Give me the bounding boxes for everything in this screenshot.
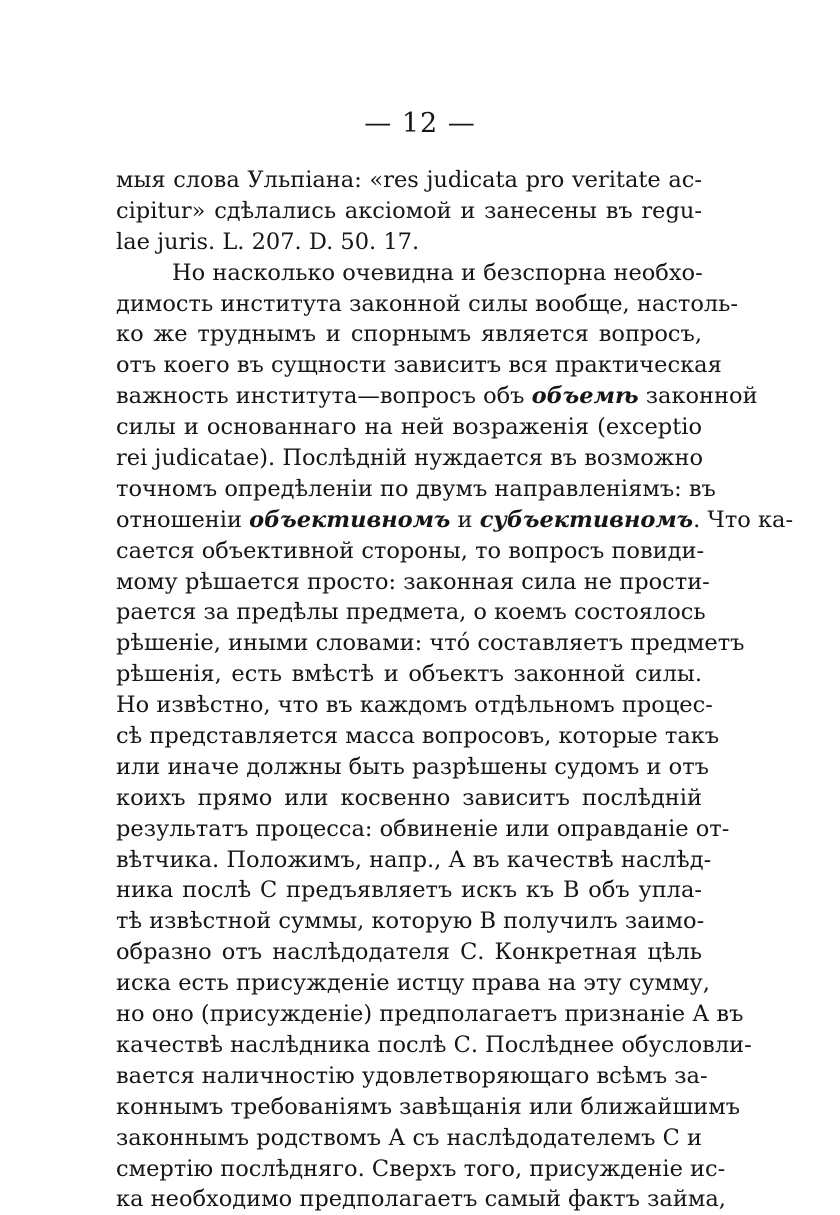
text-line: вается наличностію удовлетворяющаго всѣмъ за- <box>116 1062 708 1089</box>
page-number: — 12 — <box>364 108 476 139</box>
text-line: rei judicatae). Послѣдній нуждается въ возможно <box>116 445 703 472</box>
emphasis-word: субъективномъ <box>479 506 694 533</box>
text-line: cipitur» сдѣлались аксіомой и занесены въ regu- <box>116 197 702 224</box>
text-line: коихъ прямо или косвенно зависитъ послѣдній <box>116 784 702 811</box>
text-line: lae juris. L. 207. D. 50. 17. <box>116 228 420 255</box>
text-line: ко же труднымъ и спорнымъ является вопросъ, <box>116 321 702 348</box>
text-line: законнымъ родствомъ А съ наслѣдодателемъ С и <box>116 1124 702 1151</box>
text-line <box>116 381 758 412</box>
text-line: мому рѣшается просто: законная сила не прости- <box>116 568 710 595</box>
text-line: мыя слова Ульпіана: «res judicata pro veritate ac- <box>116 167 702 193</box>
text-line: рѣшенія, есть вмѣстѣ и объектъ законной силы. <box>116 661 702 688</box>
text-line: иска есть присужденіе истцу права на эту сумму, <box>116 970 710 997</box>
text-line: сѣ представляется масса вопросовъ, которые такъ <box>116 723 720 750</box>
text-line: Но извѣстно, что въ каждомъ отдѣльномъ процес- <box>116 692 713 719</box>
text-line: коннымъ требованіямъ завѣщанія или ближайшимъ <box>116 1093 741 1120</box>
emphasis-word: объективномъ <box>249 506 451 533</box>
text-run: . Что ка- <box>693 506 794 533</box>
text-line: ка необходимо предполагаетъ самый фактъ займа, <box>116 1186 726 1213</box>
text-line: или иначе должны быть разрѣшены судомъ и отъ <box>116 753 709 780</box>
text-line: димость института законной силы вообще, настоль- <box>116 290 739 317</box>
text-line: вѣтчика. Положимъ, напр., А въ качествѣ наслѣд- <box>116 846 712 873</box>
text-line: рается за предѣлы предмета, о коемъ состоялось <box>116 599 706 626</box>
text-line: точномъ опредѣленіи по двумъ направленіямъ: въ <box>116 475 716 502</box>
text-line: сается объективной стороны, то вопросъ повиди- <box>116 537 705 564</box>
text-run: отношеніи <box>116 506 250 533</box>
emphasis-word: объемѣ <box>531 383 639 410</box>
text-line: ника послѣ С предъявляетъ искъ къ В объ упла- <box>116 877 702 904</box>
text-line: смертію послѣдняго. Сверхъ того, присужденіе ис- <box>116 1155 726 1182</box>
text-line: результатъ процесса: обвиненіе или оправданіе от- <box>116 815 730 842</box>
body-text <box>116 165 794 1215</box>
text-line: рѣшеніе, иными словами: что́ составляетъ предметъ <box>116 630 745 657</box>
text-line: отъ коего въ сущности зависитъ вся практическая <box>116 352 722 379</box>
text-run: и <box>450 506 480 533</box>
text-line: тѣ извѣстной суммы, которую В получилъ заимо- <box>116 908 705 935</box>
text-run: законной <box>638 383 758 410</box>
text-line <box>116 505 794 536</box>
text-line: образно отъ наслѣдодателя С. Конкретная цѣль <box>116 939 702 966</box>
text-line: но оно (присужденіе) предполагаетъ признаніе А въ <box>116 1001 744 1028</box>
text-line: силы и основаннаго на ней возраженія (exceptio <box>116 414 702 441</box>
paragraph-start-line: Но насколько очевидна и безспорна необхо- <box>172 259 703 286</box>
text-run: важность института—вопросъ объ <box>116 383 532 410</box>
text-line: качествѣ наслѣдника послѣ С. Послѣднее обусловли- <box>116 1031 752 1058</box>
